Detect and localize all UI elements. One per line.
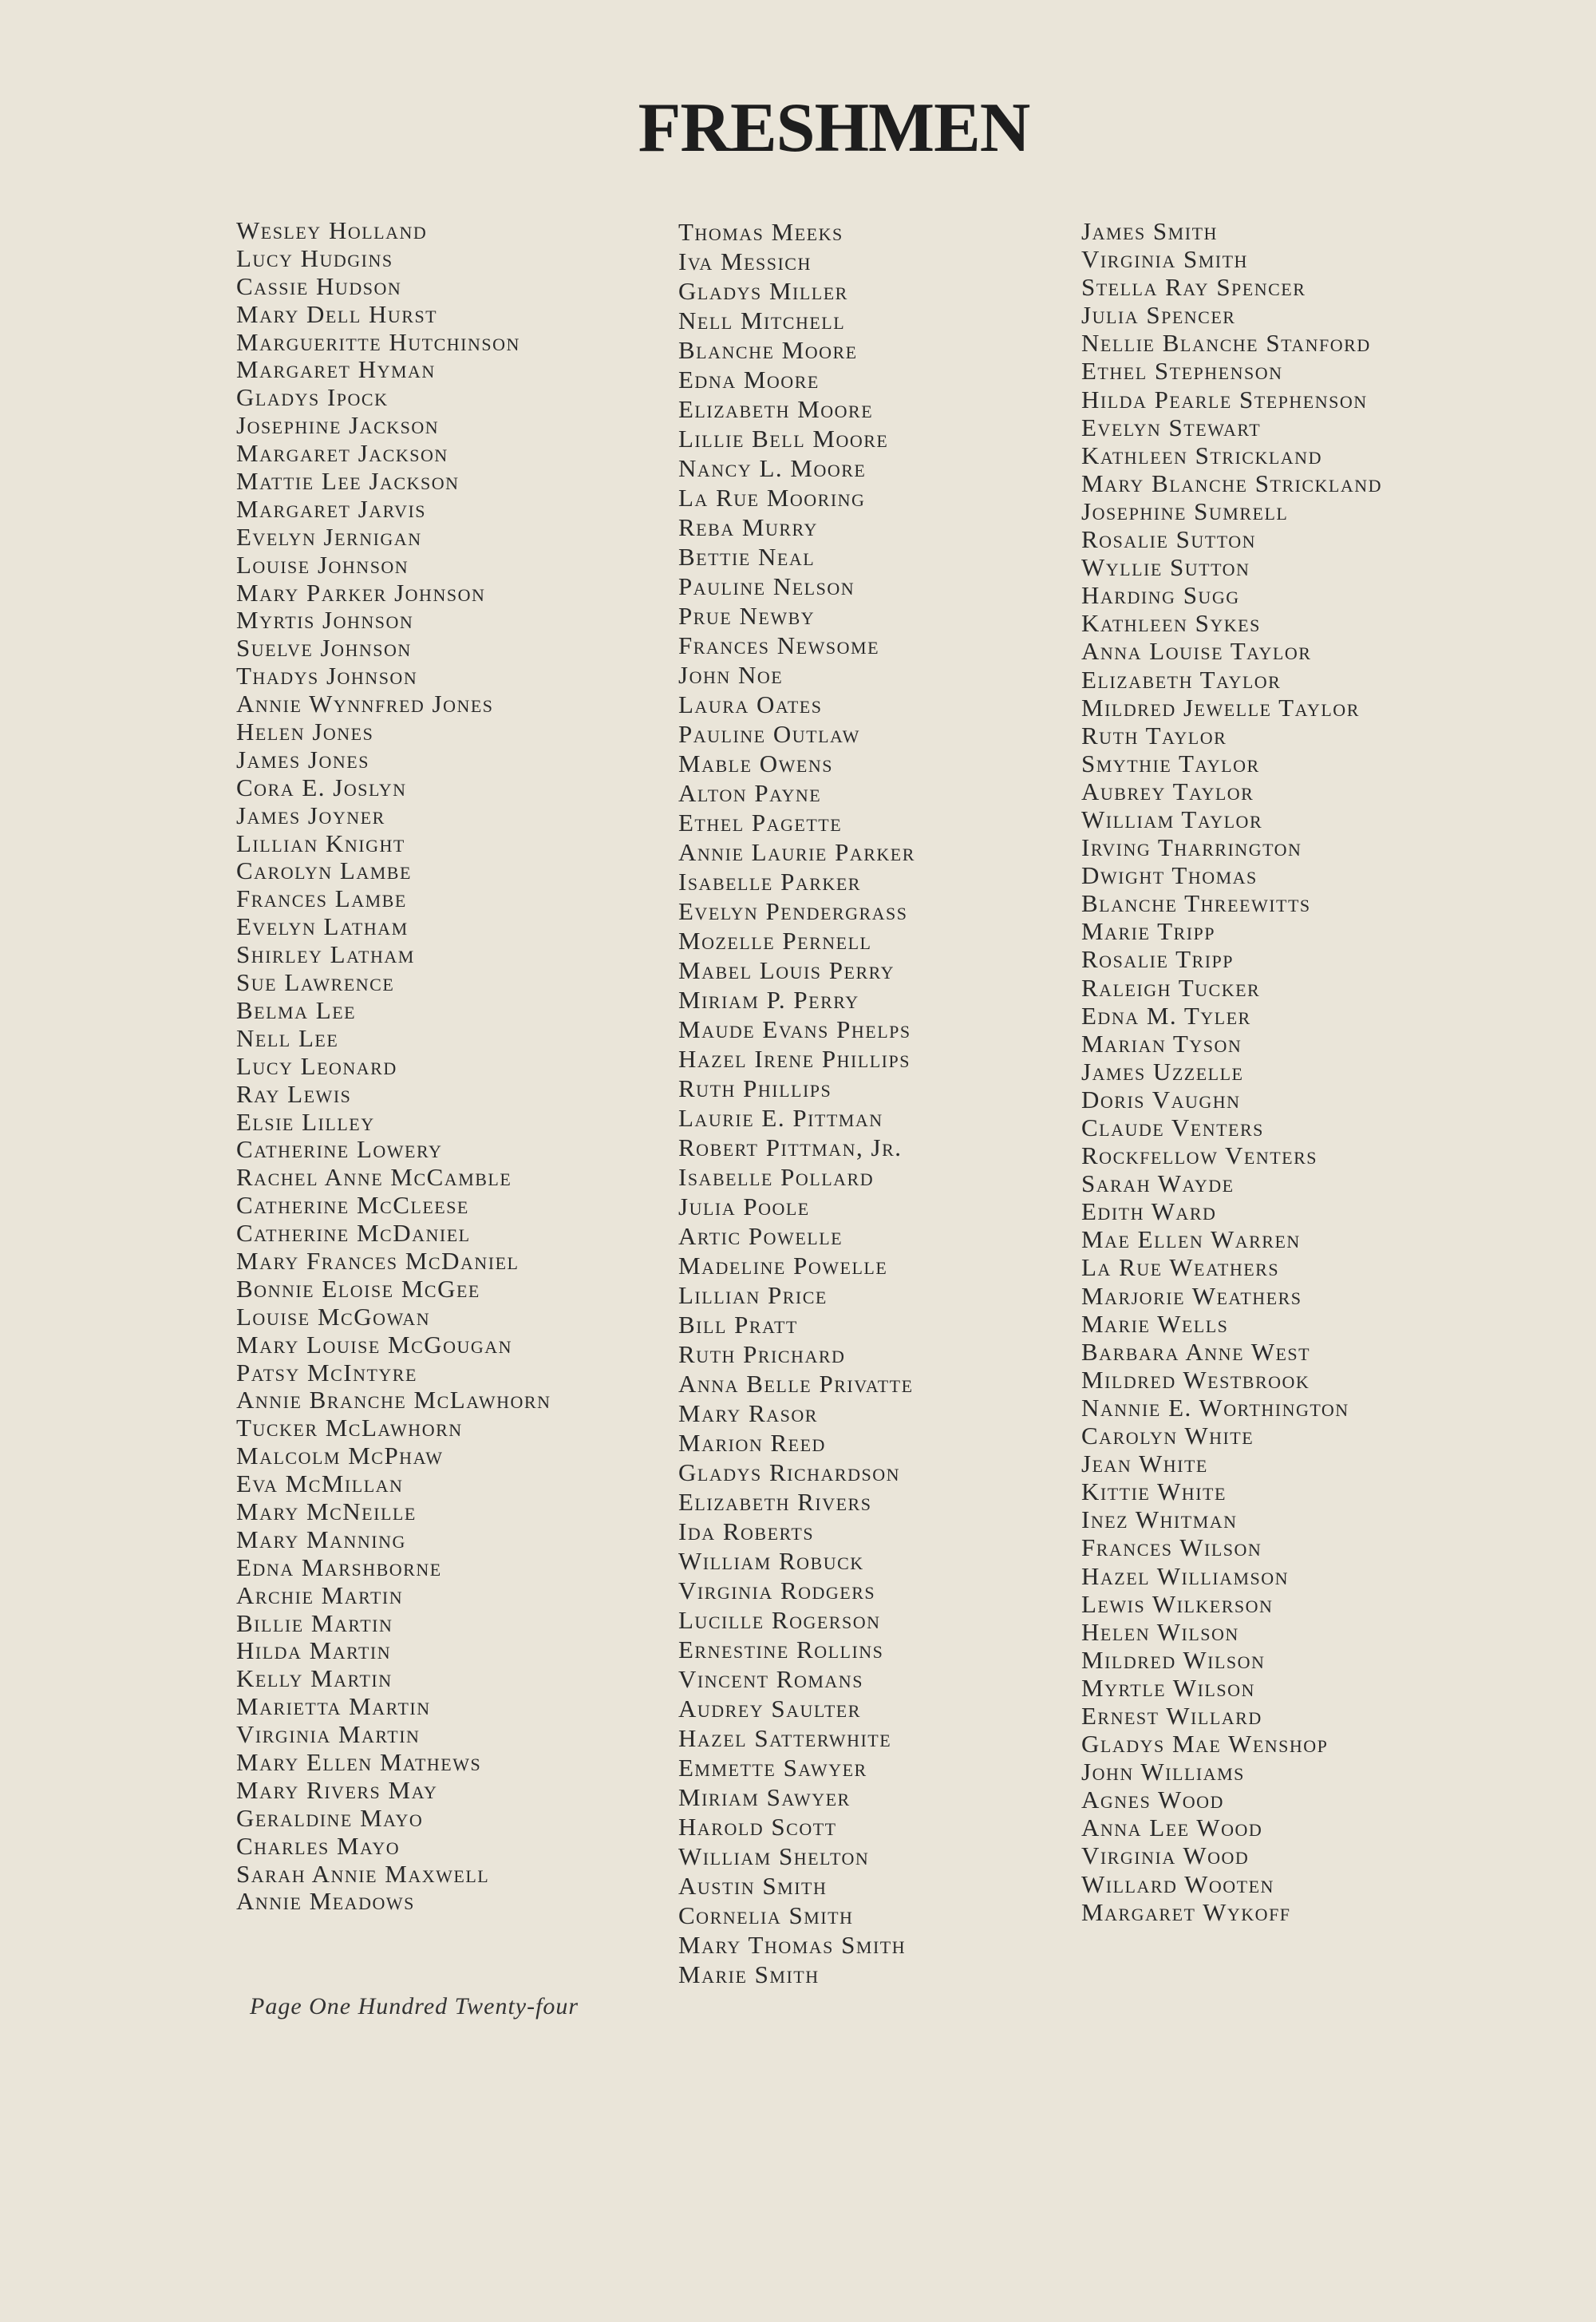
student-name: Harding Sugg — [1081, 581, 1240, 610]
student-name: Mary McNeille — [236, 1497, 417, 1525]
student-name: Myrtle Wilson — [1081, 1673, 1255, 1702]
student-name: Marion Reed — [678, 1429, 826, 1457]
student-name: Gladys Richardson — [678, 1458, 900, 1486]
student-name: Rosalie Tripp — [1081, 945, 1234, 974]
student-name: Mary Louise McGougan — [236, 1330, 513, 1359]
student-name: Shirley Latham — [236, 940, 415, 969]
student-name: Inez Whitman — [1081, 1505, 1238, 1534]
student-name: Stella Ray Spencer — [1081, 273, 1306, 302]
student-name: Audrey Saulter — [678, 1695, 861, 1723]
student-name: Laura Oates — [678, 690, 823, 718]
student-name: Thadys Johnson — [236, 662, 418, 690]
student-name: Charles Mayo — [236, 1831, 401, 1860]
student-name: Marietta Martin — [236, 1692, 431, 1721]
student-name: Isabelle Pollard — [678, 1163, 875, 1191]
student-name: Kathleen Sykes — [1081, 609, 1261, 638]
student-name: Madeline Powelle — [678, 1252, 888, 1280]
student-name: Evelyn Latham — [236, 912, 409, 941]
student-name: Nancy L. Moore — [678, 454, 867, 482]
student-name: Frances Newsome — [678, 631, 880, 659]
student-name: Mary Rivers May — [236, 1775, 438, 1804]
student-name: Mattie Lee Jackson — [236, 467, 460, 496]
student-name: Evelyn Jernigan — [236, 522, 422, 551]
student-name: La Rue Weathers — [1081, 1253, 1280, 1282]
student-name: Julia Spencer — [1081, 301, 1236, 330]
student-name: Rosalie Sutton — [1081, 525, 1257, 554]
student-name: Ethel Pagette — [678, 809, 843, 837]
student-name: Kelly Martin — [236, 1664, 393, 1693]
student-name: Willard Wooten — [1081, 1869, 1274, 1898]
student-name: Lewis Wilkerson — [1081, 1589, 1274, 1618]
student-name: Wesley Holland — [236, 216, 428, 244]
student-name: Kittie White — [1081, 1477, 1227, 1506]
student-name: La Rue Mooring — [678, 484, 866, 512]
student-name: Elizabeth Taylor — [1081, 665, 1282, 694]
student-name: Iva Messich — [678, 247, 812, 275]
student-name: Elizabeth Moore — [678, 395, 874, 423]
student-name: Aubrey Taylor — [1081, 777, 1254, 805]
student-name: Blanche Moore — [678, 336, 858, 364]
student-name: Tucker McLawhorn — [236, 1414, 463, 1442]
student-name: Edna Moore — [678, 366, 820, 394]
student-name: Nellie Blanche Stanford — [1081, 329, 1371, 358]
page-title: FRESHMEN — [638, 89, 1030, 167]
student-name: Kathleen Strickland — [1081, 441, 1322, 469]
student-name: John Williams — [1081, 1758, 1245, 1786]
student-name: Hilda Martin — [236, 1636, 392, 1665]
student-name: Hazel Satterwhite — [678, 1724, 892, 1752]
student-name: William Robuck — [678, 1547, 864, 1575]
student-name: Marian Tyson — [1081, 1029, 1242, 1058]
student-name: Hilda Pearle Stephenson — [1081, 385, 1368, 413]
student-name: Mozelle Pernell — [678, 927, 872, 955]
student-name: Annie Meadows — [236, 1887, 415, 1916]
student-name: Louise Johnson — [236, 550, 409, 579]
student-name: Wyllie Sutton — [1081, 553, 1250, 582]
student-name: Hazel Irene Phillips — [678, 1045, 911, 1073]
student-name: Edna M. Tyler — [1081, 1001, 1251, 1030]
student-name: Ernestine Rollins — [678, 1636, 884, 1663]
student-name: Evelyn Stewart — [1081, 413, 1262, 441]
student-name: Frances Lambe — [236, 884, 407, 913]
student-name: Maude Evans Phelps — [678, 1015, 911, 1043]
student-name: Malcolm McPhaw — [236, 1442, 444, 1470]
student-name: Nell Mitchell — [678, 307, 846, 334]
student-name: Marie Tripp — [1081, 917, 1215, 946]
student-name: Mildred Westbrook — [1081, 1365, 1310, 1394]
student-name: Barbara Anne West — [1081, 1337, 1311, 1366]
student-name: Margueritte Hutchinson — [236, 327, 520, 356]
student-name: Gladys Mae Wenshop — [1081, 1730, 1329, 1758]
student-name: Gladys Ipock — [236, 383, 389, 412]
student-name: Ruth Taylor — [1081, 721, 1227, 750]
student-name: Ernest Willard — [1081, 1701, 1262, 1730]
student-name: Ruth Prichard — [678, 1340, 846, 1368]
student-name: Smythie Taylor — [1081, 749, 1260, 777]
student-name: Belma Lee — [236, 995, 357, 1024]
student-name: James Uzzelle — [1081, 1057, 1244, 1086]
student-name: Rockfellow Venters — [1081, 1141, 1318, 1170]
student-name: Alton Payne — [678, 779, 822, 807]
student-name: Anna Lee Wood — [1081, 1814, 1263, 1842]
student-name: Suelve Johnson — [236, 634, 412, 663]
student-name: Jean White — [1081, 1450, 1208, 1478]
student-name: Anna Louise Taylor — [1081, 637, 1312, 666]
student-name: Laurie E. Pittman — [678, 1104, 883, 1132]
student-name: Artic Powelle — [678, 1222, 843, 1250]
student-name: Rachel Anne McCamble — [236, 1163, 512, 1192]
student-name: Vincent Romans — [678, 1665, 863, 1693]
student-name: Isabelle Parker — [678, 868, 861, 896]
student-name: Lillian Price — [678, 1281, 828, 1309]
student-name: Bettie Neal — [678, 543, 816, 571]
student-name: Agnes Wood — [1081, 1786, 1224, 1814]
student-name: Geraldine Mayo — [236, 1803, 424, 1832]
student-name: Virginia Wood — [1081, 1841, 1250, 1870]
student-name: Helen Wilson — [1081, 1617, 1239, 1646]
student-name: Prue Newby — [678, 602, 816, 630]
student-name: Pauline Nelson — [678, 572, 855, 600]
page-number-footer: Page One Hundred Twenty-four — [250, 1993, 579, 2019]
name-column-1 — [236, 217, 551, 1916]
student-name: Gladys Miller — [678, 277, 848, 305]
student-name: Sarah Annie Maxwell — [236, 1859, 490, 1888]
student-name: Harold Scott — [678, 1813, 837, 1841]
student-name: Edith Ward — [1081, 1197, 1217, 1226]
student-name: Ray Lewis — [236, 1079, 352, 1108]
student-name: Thomas Meeks — [678, 218, 843, 246]
student-name: Mary Rasor — [678, 1399, 818, 1427]
student-name: Blanche Threewitts — [1081, 889, 1311, 918]
student-name: Ruth Phillips — [678, 1074, 832, 1102]
student-name: Marjorie Weathers — [1081, 1281, 1302, 1310]
student-name: Archie Martin — [236, 1580, 404, 1609]
student-name: James Joyner — [236, 801, 385, 829]
student-name: Annie Wynnfred Jones — [236, 690, 494, 718]
student-name: William Taylor — [1081, 805, 1263, 833]
student-name: Lucille Rogerson — [678, 1606, 881, 1634]
student-name: Austin Smith — [678, 1872, 828, 1900]
student-name: Lucy Hudgins — [236, 243, 393, 272]
student-name: Mary Blanche Strickland — [1081, 469, 1383, 497]
student-name: Mildred Jewelle Taylor — [1081, 693, 1360, 722]
student-name: Louise McGowan — [236, 1302, 431, 1331]
student-name: Lillie Bell Moore — [678, 425, 889, 453]
student-name: Cora E. Joslyn — [236, 773, 407, 801]
student-name: Margaret Jackson — [236, 439, 448, 468]
student-name: Julia Poole — [678, 1193, 810, 1220]
student-name: Sue Lawrence — [236, 968, 395, 997]
student-name: William Shelton — [678, 1842, 870, 1870]
student-name: Billie Martin — [236, 1608, 393, 1637]
student-name: Annie Branche McLawhorn — [236, 1386, 551, 1414]
student-name: Cornelia Smith — [678, 1901, 854, 1929]
student-name: Lillian Knight — [236, 829, 405, 857]
student-name: Virginia Rodgers — [678, 1576, 876, 1604]
name-column-3 — [1081, 217, 1382, 1926]
student-name: Mary Parker Johnson — [236, 578, 486, 607]
student-name: Claude Venters — [1081, 1114, 1264, 1141]
student-name: Eva McMillan — [236, 1470, 404, 1498]
student-name: Elizabeth Rivers — [678, 1488, 872, 1516]
student-name: Frances Wilson — [1081, 1533, 1262, 1562]
student-name: Mary Dell Hurst — [236, 299, 438, 328]
student-name: Elsie Lilley — [236, 1107, 375, 1136]
student-name: Doris Vaughn — [1081, 1085, 1241, 1114]
student-name: Edna Marshborne — [236, 1553, 442, 1581]
student-name: Anna Belle Privatte — [678, 1370, 914, 1398]
student-name: Lucy Leonard — [236, 1051, 397, 1080]
student-name: Carolyn White — [1081, 1422, 1254, 1450]
student-name: Marie Smith — [678, 1960, 820, 1988]
student-name: Miriam P. Perry — [678, 986, 859, 1014]
student-name: Carolyn Lambe — [236, 856, 412, 885]
student-name: Virginia Smith — [1081, 245, 1248, 274]
student-name: Patsy McIntyre — [236, 1358, 417, 1386]
student-name: James Jones — [236, 745, 369, 773]
student-name: Catherine Lowery — [236, 1135, 443, 1164]
student-name: Annie Laurie Parker — [678, 838, 915, 866]
student-name: Ethel Stephenson — [1081, 357, 1283, 386]
student-name: James Smith — [1081, 217, 1218, 245]
student-name: Myrtis Johnson — [236, 606, 414, 635]
student-name: Cassie Hudson — [236, 271, 402, 300]
student-name: Helen Jones — [236, 718, 374, 746]
student-name: Irving Tharrington — [1081, 833, 1302, 862]
student-name: Margaret Jarvis — [236, 494, 427, 523]
student-name: Mildred Wilson — [1081, 1645, 1266, 1674]
student-name: Dwight Thomas — [1081, 861, 1258, 890]
student-name: Mary Thomas Smith — [678, 1931, 907, 1959]
student-name: Hazel Williamson — [1081, 1561, 1290, 1590]
student-name: Pauline Outlaw — [678, 720, 860, 748]
student-name: Josephine Jackson — [236, 411, 440, 440]
student-name: Mary Ellen Mathews — [236, 1747, 482, 1776]
student-name: Marie Wells — [1081, 1309, 1229, 1338]
student-name: Nannie E. Worthington — [1081, 1393, 1349, 1422]
student-name: Mary Frances McDaniel — [236, 1246, 519, 1275]
student-name: John Noe — [678, 661, 784, 689]
student-name: Nell Lee — [236, 1023, 339, 1052]
student-name: Virginia Martin — [236, 1720, 421, 1749]
student-name: Reba Murry — [678, 513, 818, 541]
student-name: Mabel Louis Perry — [678, 956, 895, 984]
student-name: Margaret Hyman — [236, 355, 436, 384]
student-name: Bill Pratt — [678, 1311, 798, 1339]
student-name: Bonnie Eloise McGee — [236, 1274, 480, 1303]
student-name: Mable Owens — [678, 750, 833, 777]
student-name: Josephine Sumrell — [1081, 496, 1289, 525]
student-name: Margaret Wykoff — [1081, 1897, 1291, 1926]
student-name: Miriam Sawyer — [678, 1783, 851, 1811]
student-name: Catherine McDaniel — [236, 1219, 471, 1248]
student-name: Evelyn Pendergrass — [678, 897, 908, 925]
student-name: Mary Manning — [236, 1525, 406, 1553]
student-name: Mae Ellen Warren — [1081, 1225, 1301, 1254]
student-name: Robert Pittman, Jr. — [678, 1133, 903, 1161]
student-name: Raleigh Tucker — [1081, 973, 1261, 1002]
student-name: Emmette Sawyer — [678, 1754, 867, 1782]
student-name: Ida Roberts — [678, 1517, 815, 1545]
student-name: Sarah Wayde — [1081, 1169, 1235, 1198]
name-column-2 — [678, 217, 915, 1989]
student-name: Catherine McCleese — [236, 1191, 469, 1220]
